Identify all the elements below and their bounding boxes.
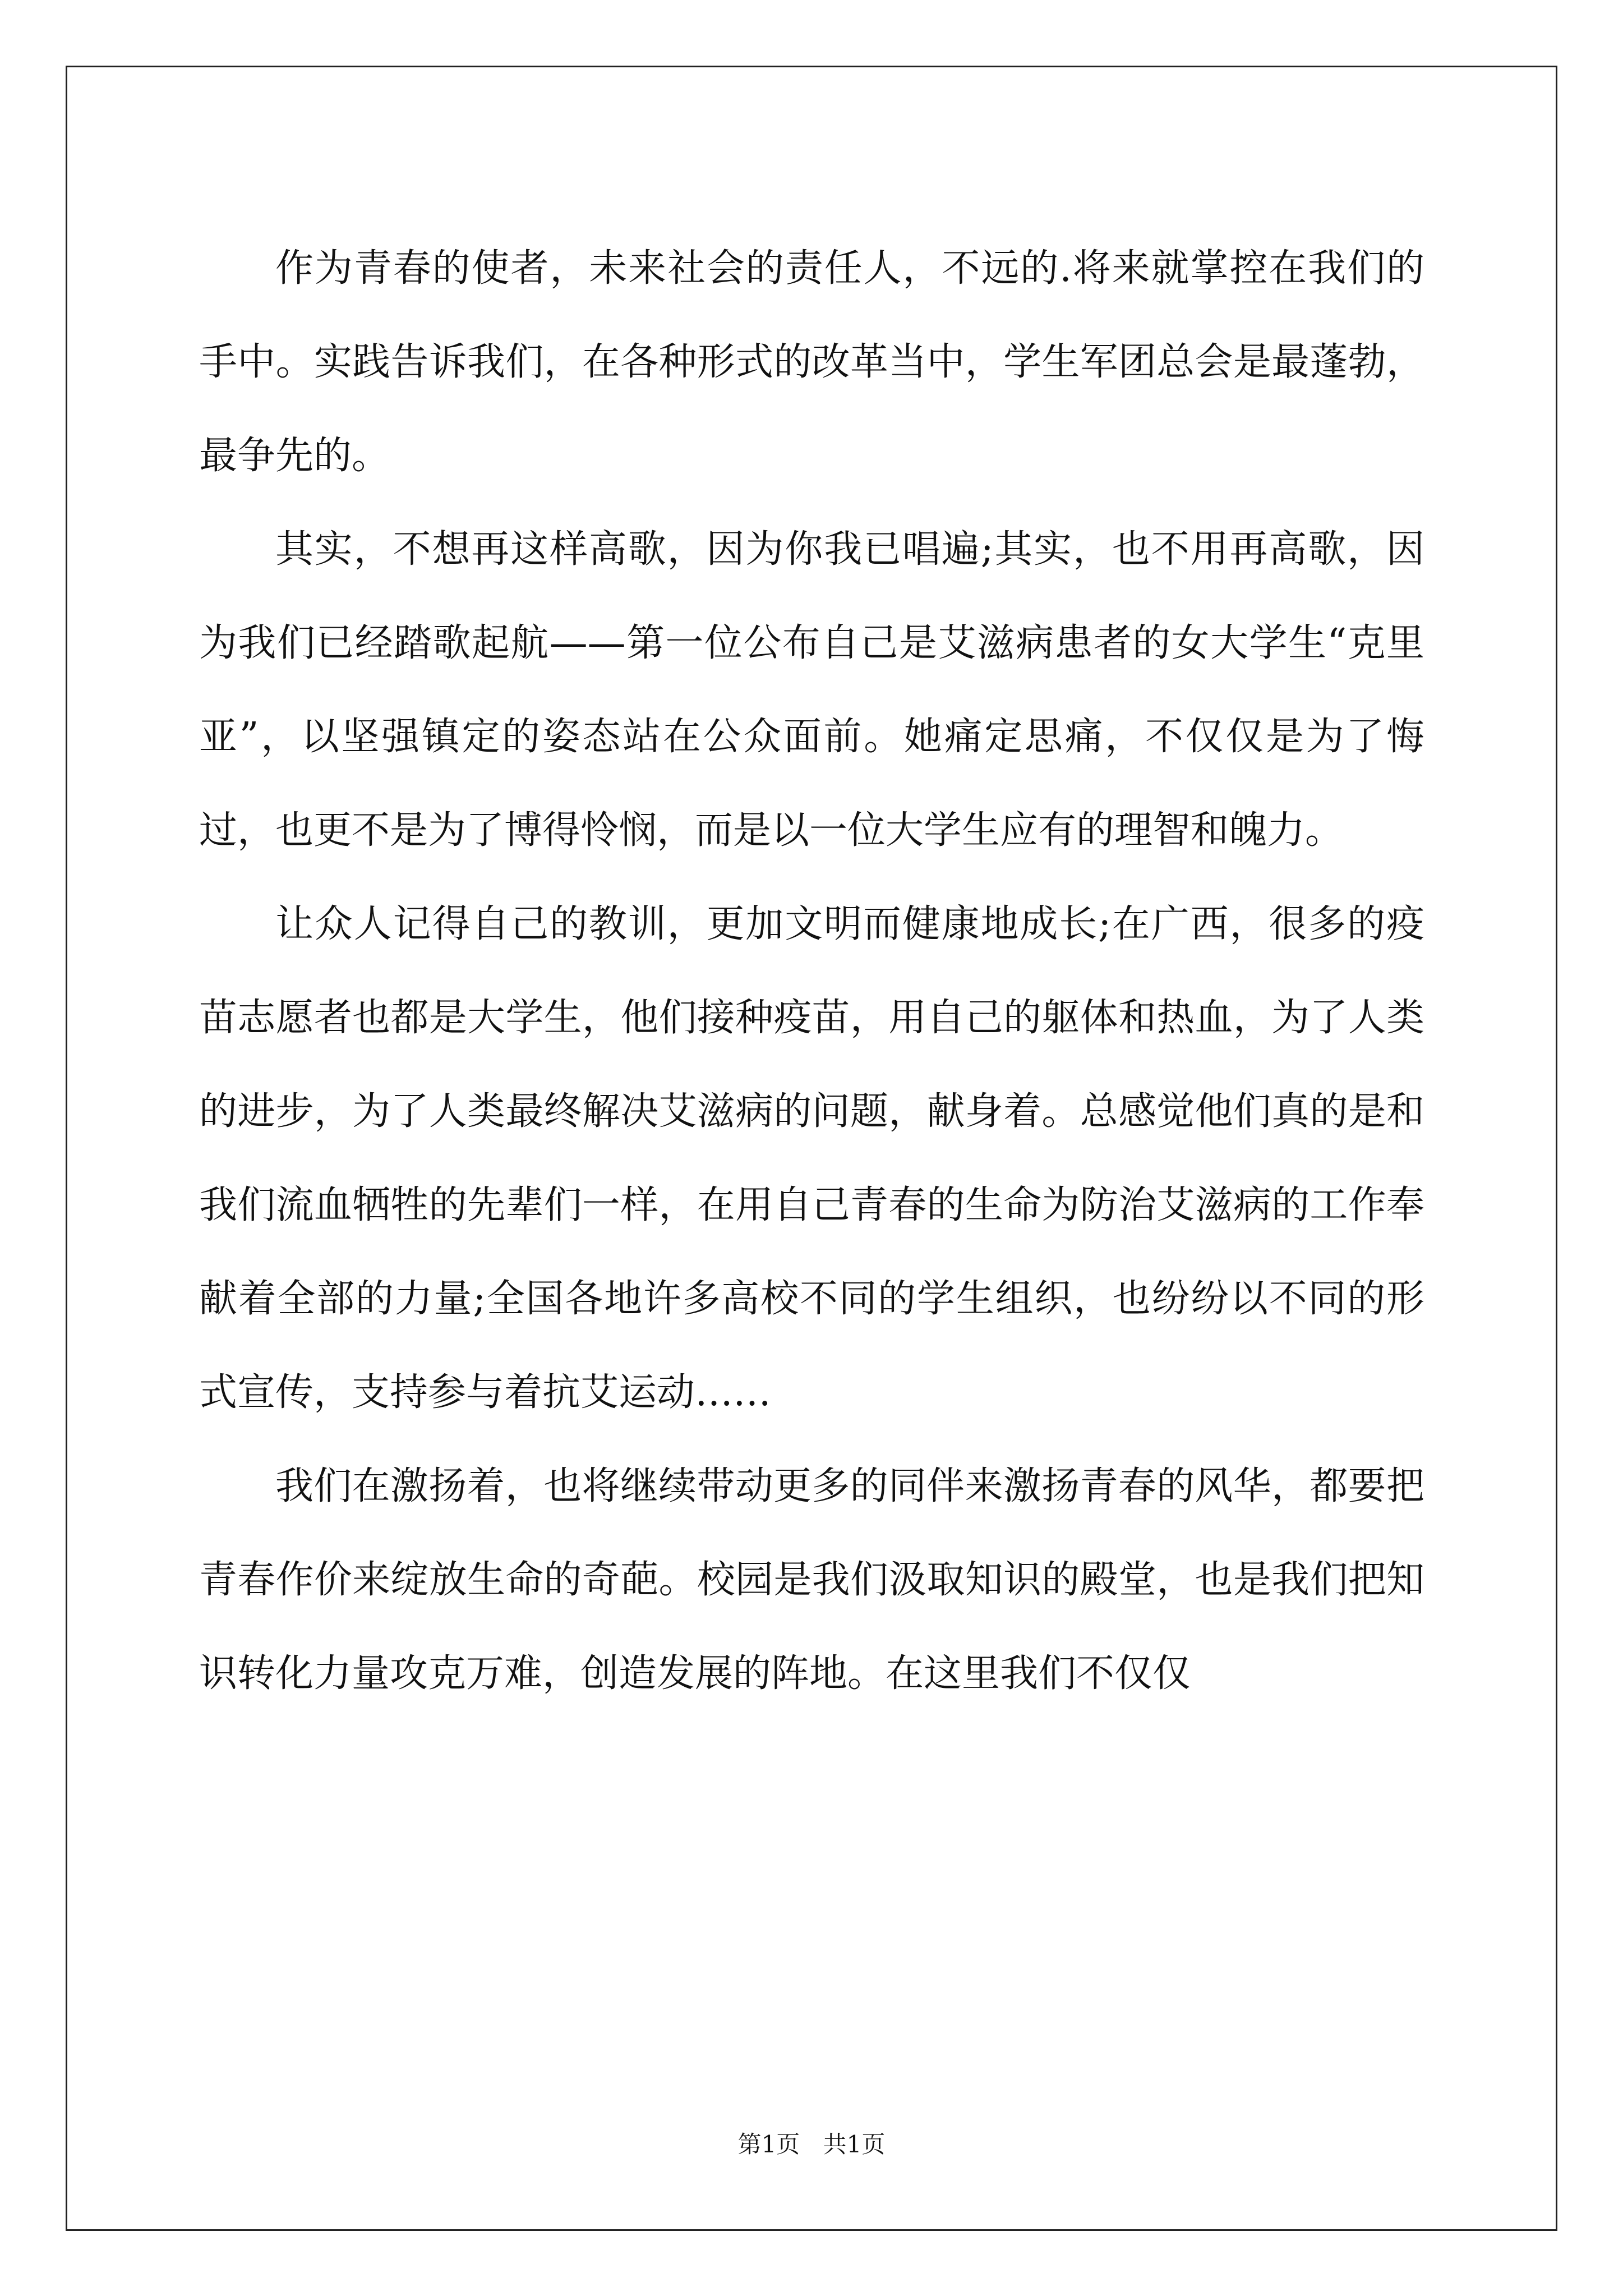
page-total: 共1页	[823, 2131, 886, 2158]
paragraph-1: 作为青春的使者，未来社会的责任人，不远的.将来就掌控在我们的手中。实践告诉我们，在各种形式的改革当中，学生军团总会是最蓬勃，最争先的。	[199, 246, 1424, 478]
page-number: 第1页	[737, 2131, 800, 2158]
paragraph-4: 我们在激扬着，也将继续带动更多的同伴来激扬青春的风华，都要把青春作价来绽放生命的奇葩。校园是我们汲取知识的殿堂，也是我们把知识转化力量攻克万难，创造发展的阵地。在这里我们不仅仅	[199, 1464, 1424, 1696]
paragraph-2: 其实，不想再这样高歌，因为你我已唱遍;其实，也不用再高歌，因为我们已经踏歌起航——第一位公布自己是艾滋病患者的女大学生“克里亚”，以坚强镇定的姿态站在公众面前。她痛定思痛，不仅仅是为了悔过，也更不是为了博得怜悯，而是以一位大学生应有的理智和魄力。	[199, 527, 1424, 853]
paragraph-3: 让众人记得自己的教训，更加文明而健康地成长;在广西，很多的疫苗志愿者也都是大学生，他们接种疫苗，用自己的躯体和热血，为了人类的进步，为了人类最终解决艾滋病的问题，献身着。总感觉他们真的是和我们流血牺牲的先辈们一样，在用自己青春的生命为防治艾滋病的工作奉献着全部的力量;全国各地许多高校不同的学生组织，也纷纷以不同的形式宣传，支持参与着抗艾运动……	[199, 902, 1424, 1415]
document-body	[199, 222, 1424, 1720]
page-footer	[0, 2129, 1623, 2160]
